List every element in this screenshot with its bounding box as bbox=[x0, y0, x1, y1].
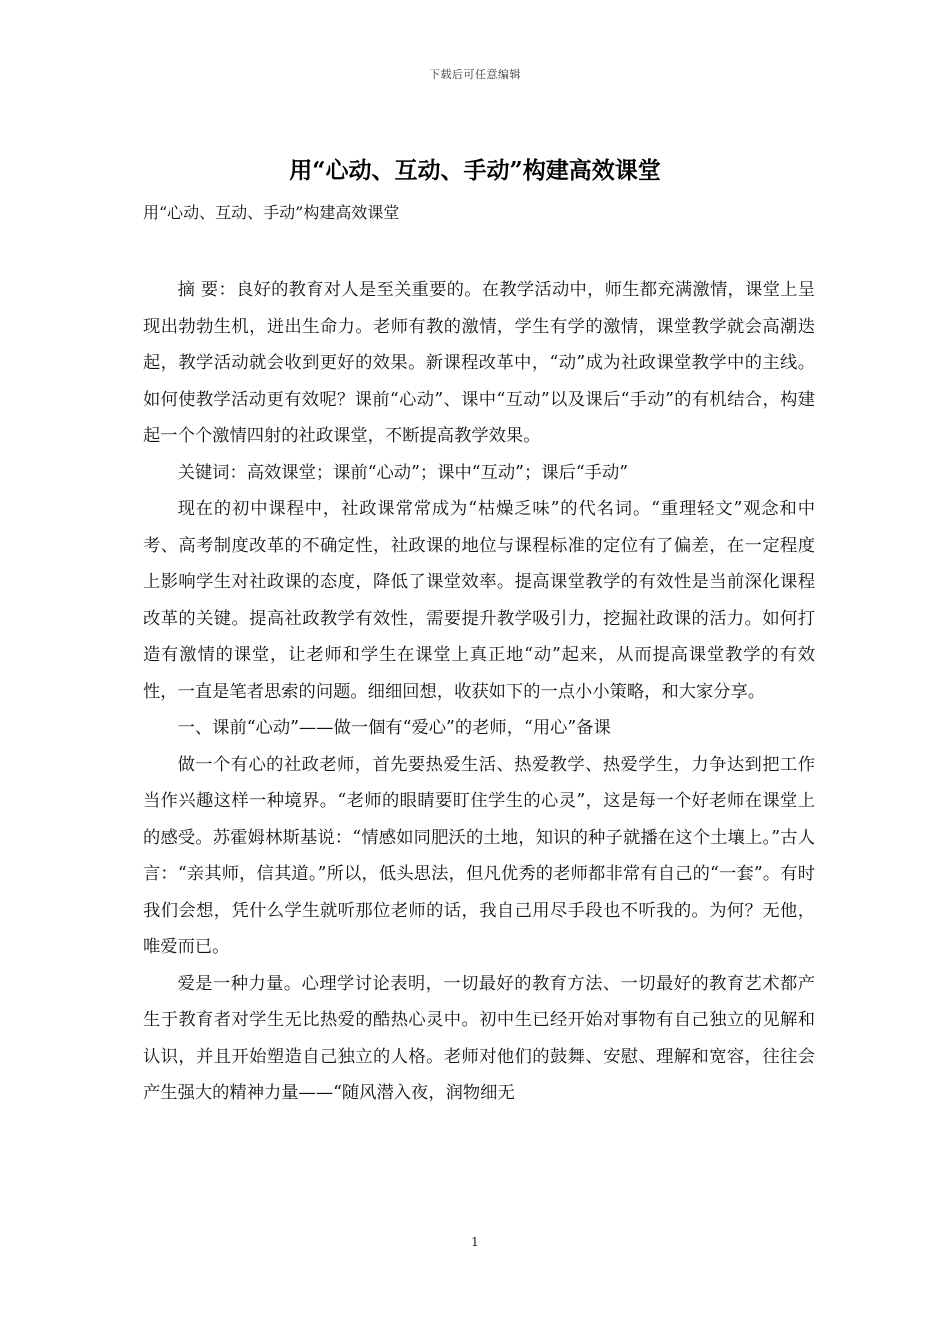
page-number: 1 bbox=[471, 1235, 479, 1249]
document-title: 用“心动、互动、手动”构建高效课堂 bbox=[289, 157, 661, 184]
header-note: 下载后可任意编辑 bbox=[429, 68, 521, 81]
intro-paragraph: 现在的初中课程中，社政课常常成为“枯燥乏味”的代名词。“重理轻文”观念和中考、高考制度改革的不确定性，社政课的地位与课程标准的定位有了偏差，在一定程度上影响学生对社政课的态度，降低了课堂效率。提高课堂教学的有效性是当前深化课程改革的关键。提高社政教学有效性，需要提升教学吸引力，挖掘社政课的活力。如何打造有激情的课堂，让老师和学生在课堂上真正地“动”起来，从而提高课堂教学的有效性，一直是笔者思索的问题。细细回想，收获如下的一点小小策略，和大家分享。 bbox=[143, 499, 815, 702]
keywords-paragraph: 关键词：高效课堂；课前“心动”；课中“互动”；课后“手动” bbox=[177, 462, 629, 483]
abstract-paragraph: 摘 要：良好的教育对人是至关重要的。在教学活动中，师生都充满激情，课堂上呈现出勃勃生机，迸出生命力。老师有教的激情，学生有学的激情，课堂教学就会高潮迭起，教学活动就会收到更好的效果。新课程改革中，“动”成为社政课堂教学中的主线。如何使教学活动更有效呢？课前“心动”、课中“互动”以及课后“手动”的有机结合，构建起一个个激情四射的社政课堂，不断提高教学效果。 bbox=[143, 280, 815, 446]
document-subtitle: 用“心动、互动、手动”构建高效课堂 bbox=[143, 203, 400, 222]
section-heading-1: 一、课前“心动”——做一個有“爱心”的老师，“用心”备课 bbox=[177, 718, 611, 738]
body-paragraph: 爱是一种力量。心理学讨论表明，一切最好的教育方法、一切最好的教育艺术都产生于教育者对学生无比热爱的酷热心灵中。初中生已经开始对事物有自己独立的见解和认识，并且开始塑造自己独立的人格。老师对他们的鼓舞、安慰、理解和宽容，往往会产生强大的精神力量——“随风潜入夜，润物细无 bbox=[143, 973, 815, 1103]
body-paragraph: 做一个有心的社政老师，首先要热爱生活、热爱教学、热爱学生，力争达到把工作当作兴趣这样一种境界。“老师的眼睛要盯住学生的心灵”，这是每一个好老师在课堂上的感受。苏霍姆林斯基说：“情感如同肥沃的土地，知识的种子就播在这个土壤上。”古人言：“亲其师，信其道。”所以，低头思法，但凡优秀的老师都非常有自己的“一套”。有时我们会想，凭什么学生就听那位老师的话，我自己用尽手段也不听我的。为何？无他，唯爱而已。 bbox=[143, 754, 815, 957]
document-body bbox=[143, 272, 815, 1112]
